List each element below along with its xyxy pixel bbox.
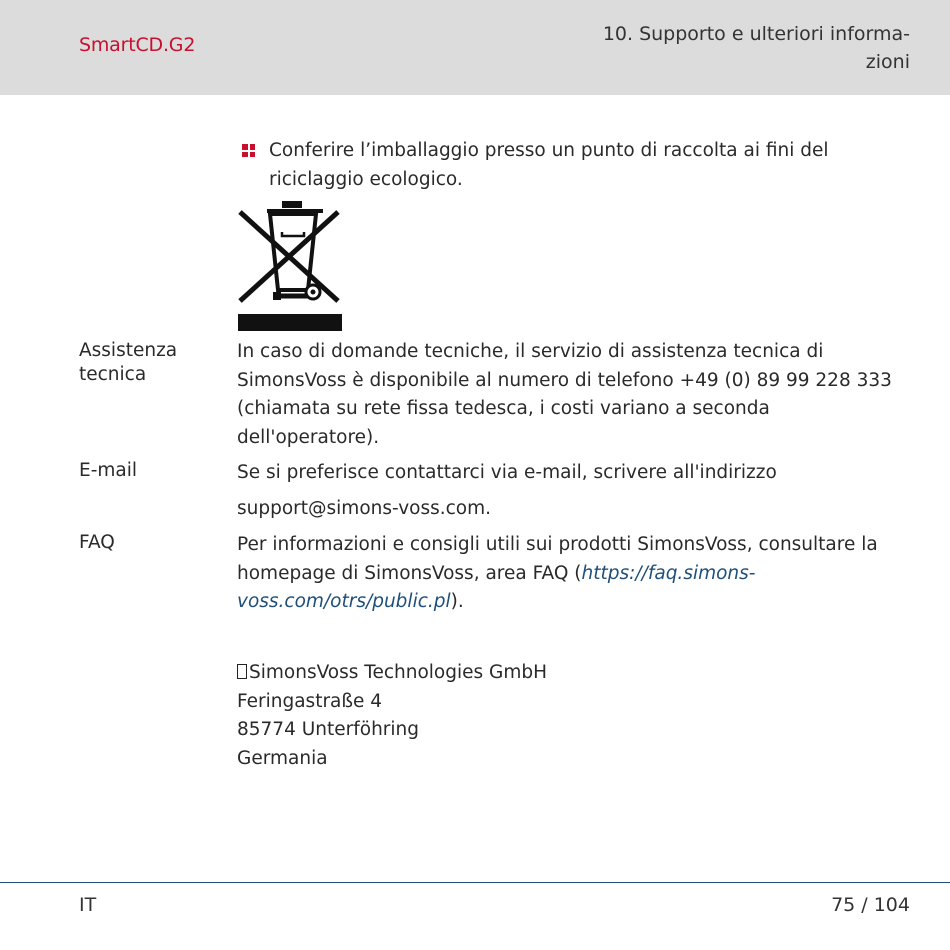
page-header	[0, 0, 950, 95]
chapter-title-line1: 10. Supporto e ulteriori informa-	[602, 23, 910, 45]
chapter-title	[550, 20, 910, 76]
tech-support-text: In caso di domande tecniche, il servizio di assistenza tecnica di SimonsVoss è disponibile al numero di telefono +49 (0) 89 99 228 333 (chiamata su rete fissa tedesca, i costi variano a seconda dell'operatore).	[237, 341, 892, 448]
footer-language: IT	[79, 894, 97, 916]
faq-text-after: ).	[450, 591, 464, 612]
bullet-text: Conferire l’imballaggio presso un punto di raccolta ai fini del riciclaggio ecologico.	[269, 140, 829, 190]
brand-title: SmartCD.G2	[79, 34, 196, 56]
faq-link[interactable]: https://faq.simons-voss.com/otrs/public.pl	[237, 562, 756, 612]
bullet-icon	[242, 144, 255, 157]
faq-text-before: Per informazioni e consigli utili sui prodotti SimonsVoss, consultare la homepage di SimonsVoss, area FAQ (	[237, 534, 878, 584]
company-address	[237, 659, 737, 773]
faq-label: FAQ	[79, 532, 115, 553]
weee-recycling-icon	[237, 200, 343, 332]
footer-page-number: 75 / 104	[831, 894, 910, 916]
tech-support-label-line2: tecnica	[79, 364, 147, 385]
address-company: SimonsVoss Technologies GmbH	[237, 659, 737, 688]
address-country: Germania	[237, 747, 328, 769]
email-address: support@simons-voss.com.	[237, 498, 492, 519]
email-text: Se si preferisce contattarci via e-mail, scrivere all'indirizzo	[237, 462, 777, 483]
missing-glyph-icon	[237, 664, 247, 679]
address-city: 85774 Unterföhring	[237, 719, 420, 740]
tech-support-label-line1: Assistenza	[79, 340, 178, 361]
faq-text	[237, 531, 909, 617]
chapter-title-line2: zioni	[865, 51, 910, 73]
footer-divider	[0, 882, 950, 883]
tech-support-label	[79, 339, 177, 387]
address-street: Feringastraße 4	[237, 690, 383, 712]
email-label: E-mail	[79, 460, 138, 481]
